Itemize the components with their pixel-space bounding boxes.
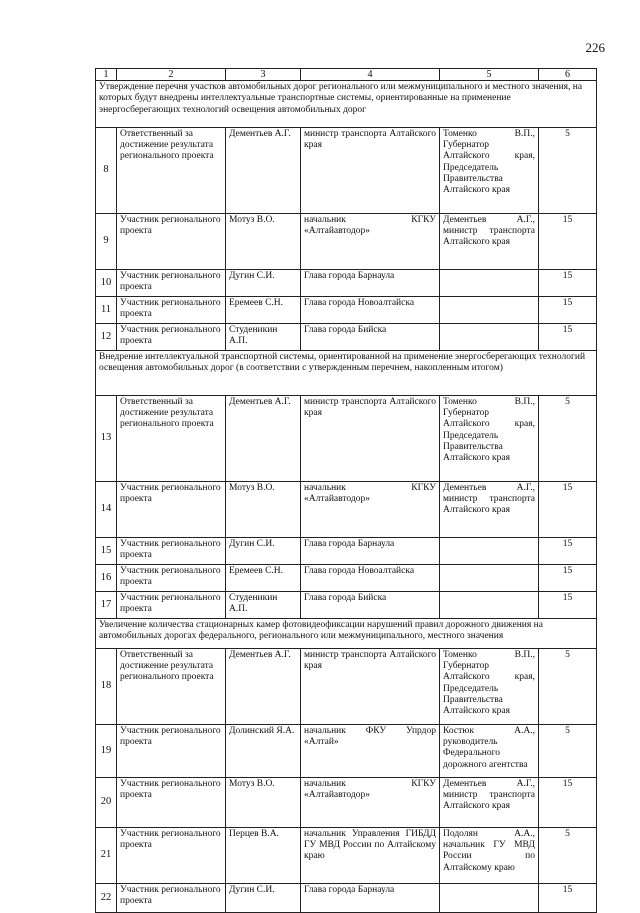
- supervisor-cell: [440, 297, 539, 324]
- section-title: Внедрение интеллектуальной транспортной системы, ориентированной на применение энергосберегающих технологий освещения автомобильных дорог (в соответствии с утвержденным перечнем, накопленным итогом): [96, 351, 597, 396]
- row-number: 19: [96, 725, 117, 778]
- role-cell: Участник регионального проекта: [117, 538, 226, 565]
- section-row: [96, 351, 597, 396]
- section-row: [96, 619, 597, 649]
- table-row: [96, 270, 597, 297]
- position-cell: Глава города Новоалтайска: [301, 565, 440, 592]
- percent-cell: 15: [539, 778, 597, 828]
- supervisor-cell: Томенко В.П., Губернатор Алтайского края, Председатель Правительства Алтайского края: [440, 649, 539, 725]
- project-participants-table: [95, 68, 597, 913]
- row-number: 20: [96, 778, 117, 828]
- col-number-6: 6: [539, 69, 597, 81]
- position-cell: начальник КГКУ «Алтайавтодор»: [301, 778, 440, 828]
- percent-cell: 5: [539, 725, 597, 778]
- supervisor-cell: Подолян А.А., начальник ГУ МВД России по Алтайскому краю: [440, 828, 539, 884]
- row-number: 9: [96, 214, 117, 270]
- position-cell: начальник Управления ГИБДД ГУ МВД России по Алтайскому краю: [301, 828, 440, 884]
- section-title: Увеличение количества стационарных камер фотовидеофиксации нарушений правил дорожного движения на автомобильных дорогах федерального, регионального или межмуниципального, местного значения: [96, 619, 597, 649]
- row-number: 10: [96, 270, 117, 297]
- person-cell: Дементьев А.Г.: [226, 649, 301, 725]
- person-cell: Мотуз В.О.: [226, 778, 301, 828]
- percent-cell: 15: [539, 482, 597, 538]
- supervisor-cell: [440, 884, 539, 913]
- percent-cell: 15: [539, 214, 597, 270]
- position-cell: министр транспорта Алтайского края: [301, 649, 440, 725]
- table-row: [96, 884, 597, 913]
- percent-cell: 15: [539, 538, 597, 565]
- role-cell: Ответственный за достижение результата регионального проекта: [117, 396, 226, 482]
- role-cell: Участник регионального проекта: [117, 297, 226, 324]
- role-cell: Участник регионального проекта: [117, 482, 226, 538]
- person-cell: Дугин С.И.: [226, 538, 301, 565]
- role-cell: Участник регионального проекта: [117, 565, 226, 592]
- table-row: [96, 482, 597, 538]
- percent-cell: 5: [539, 128, 597, 214]
- table-row: [96, 592, 597, 619]
- position-cell: министр транспорта Алтайского края: [301, 128, 440, 214]
- table-row: [96, 128, 597, 214]
- person-cell: Еремеев С.Н.: [226, 297, 301, 324]
- row-number: 11: [96, 297, 117, 324]
- percent-cell: 15: [539, 324, 597, 351]
- row-number: 14: [96, 482, 117, 538]
- position-cell: начальник КГКУ «Алтайавтодор»: [301, 482, 440, 538]
- role-cell: Ответственный за достижение результата регионального проекта: [117, 128, 226, 214]
- col-number-5: 5: [440, 69, 539, 81]
- position-cell: начальник ФКУ Упрдор «Алтай»: [301, 725, 440, 778]
- supervisor-cell: [440, 538, 539, 565]
- table-row: [96, 396, 597, 482]
- col-number-2: 2: [117, 69, 226, 81]
- table-row: [96, 725, 597, 778]
- supervisor-cell: Дементьев А.Г., министр транспорта Алтайского края: [440, 482, 539, 538]
- position-cell: Глава города Новоалтайска: [301, 297, 440, 324]
- percent-cell: 15: [539, 592, 597, 619]
- position-cell: Глава города Барнаула: [301, 270, 440, 297]
- row-number: 22: [96, 884, 117, 913]
- person-cell: Перцев В.А.: [226, 828, 301, 884]
- supervisor-cell: [440, 565, 539, 592]
- person-cell: Дугин С.И.: [226, 884, 301, 913]
- supervisor-cell: [440, 270, 539, 297]
- role-cell: Участник регионального проекта: [117, 270, 226, 297]
- table-row: [96, 297, 597, 324]
- supervisor-cell: Костюк А.А., руководитель Федерального дорожного агентства: [440, 725, 539, 778]
- position-cell: начальник КГКУ «Алтайавтодор»: [301, 214, 440, 270]
- role-cell: Участник регионального проекта: [117, 828, 226, 884]
- row-number: 13: [96, 396, 117, 482]
- row-number: 18: [96, 649, 117, 725]
- row-number: 15: [96, 538, 117, 565]
- role-cell: Участник регионального проекта: [117, 778, 226, 828]
- supervisor-cell: Дементьев А.Г., министр транспорта Алтайского края: [440, 214, 539, 270]
- col-number-3: 3: [226, 69, 301, 81]
- percent-cell: 15: [539, 270, 597, 297]
- position-cell: Глава города Бийска: [301, 324, 440, 351]
- person-cell: Дугин С.И.: [226, 270, 301, 297]
- table-body: [96, 69, 597, 913]
- table-row: [96, 565, 597, 592]
- row-number: 17: [96, 592, 117, 619]
- percent-cell: 5: [539, 828, 597, 884]
- column-number-row: [96, 69, 597, 81]
- percent-cell: 15: [539, 297, 597, 324]
- table-row: [96, 828, 597, 884]
- person-cell: Мотуз В.О.: [226, 482, 301, 538]
- person-cell: Дементьев А.Г.: [226, 128, 301, 214]
- supervisor-cell: Дементьев А.Г., министр транспорта Алтайского края: [440, 778, 539, 828]
- section-title: Утверждение перечня участков автомобильных дорог регионального или межмуниципального и местного значения, на которых будут внедрены интеллектуальные транспортные системы, ориентированные на применение энергосберегающих технологий освещения автомобильных дорог: [96, 81, 597, 128]
- role-cell: Участник регионального проекта: [117, 324, 226, 351]
- table-row: [96, 778, 597, 828]
- percent-cell: 15: [539, 884, 597, 913]
- position-cell: Глава города Барнаула: [301, 538, 440, 565]
- row-number: 21: [96, 828, 117, 884]
- role-cell: Участник регионального проекта: [117, 725, 226, 778]
- page-number: 226: [585, 40, 605, 55]
- table-row: [96, 649, 597, 725]
- role-cell: Участник регионального проекта: [117, 592, 226, 619]
- col-number-1: 1: [96, 69, 117, 81]
- col-number-4: 4: [301, 69, 440, 81]
- supervisor-cell: [440, 592, 539, 619]
- person-cell: Студеникин А.П.: [226, 324, 301, 351]
- position-cell: Глава города Барнаула: [301, 884, 440, 913]
- position-cell: Глава города Бийска: [301, 592, 440, 619]
- person-cell: Мотуз В.О.: [226, 214, 301, 270]
- person-cell: Еремеев С.Н.: [226, 565, 301, 592]
- supervisor-cell: Томенко В.П., Губернатор Алтайского края, Председатель Правительства Алтайского края: [440, 396, 539, 482]
- person-cell: Студеникин А.П.: [226, 592, 301, 619]
- percent-cell: 15: [539, 565, 597, 592]
- position-cell: министр транспорта Алтайского края: [301, 396, 440, 482]
- section-row: [96, 81, 597, 128]
- row-number: 8: [96, 128, 117, 214]
- table-row: [96, 324, 597, 351]
- table-row: [96, 538, 597, 565]
- person-cell: Долинский Я.А.: [226, 725, 301, 778]
- percent-cell: 5: [539, 396, 597, 482]
- supervisor-cell: Томенко В.П., Губернатор Алтайского края, Председатель Правительства Алтайского края: [440, 128, 539, 214]
- person-cell: Дементьев А.Г.: [226, 396, 301, 482]
- row-number: 16: [96, 565, 117, 592]
- percent-cell: 5: [539, 649, 597, 725]
- table-row: [96, 214, 597, 270]
- role-cell: Участник регионального проекта: [117, 214, 226, 270]
- role-cell: Ответственный за достижение результата регионального проекта: [117, 649, 226, 725]
- supervisor-cell: [440, 324, 539, 351]
- role-cell: Участник регионального проекта: [117, 884, 226, 913]
- row-number: 12: [96, 324, 117, 351]
